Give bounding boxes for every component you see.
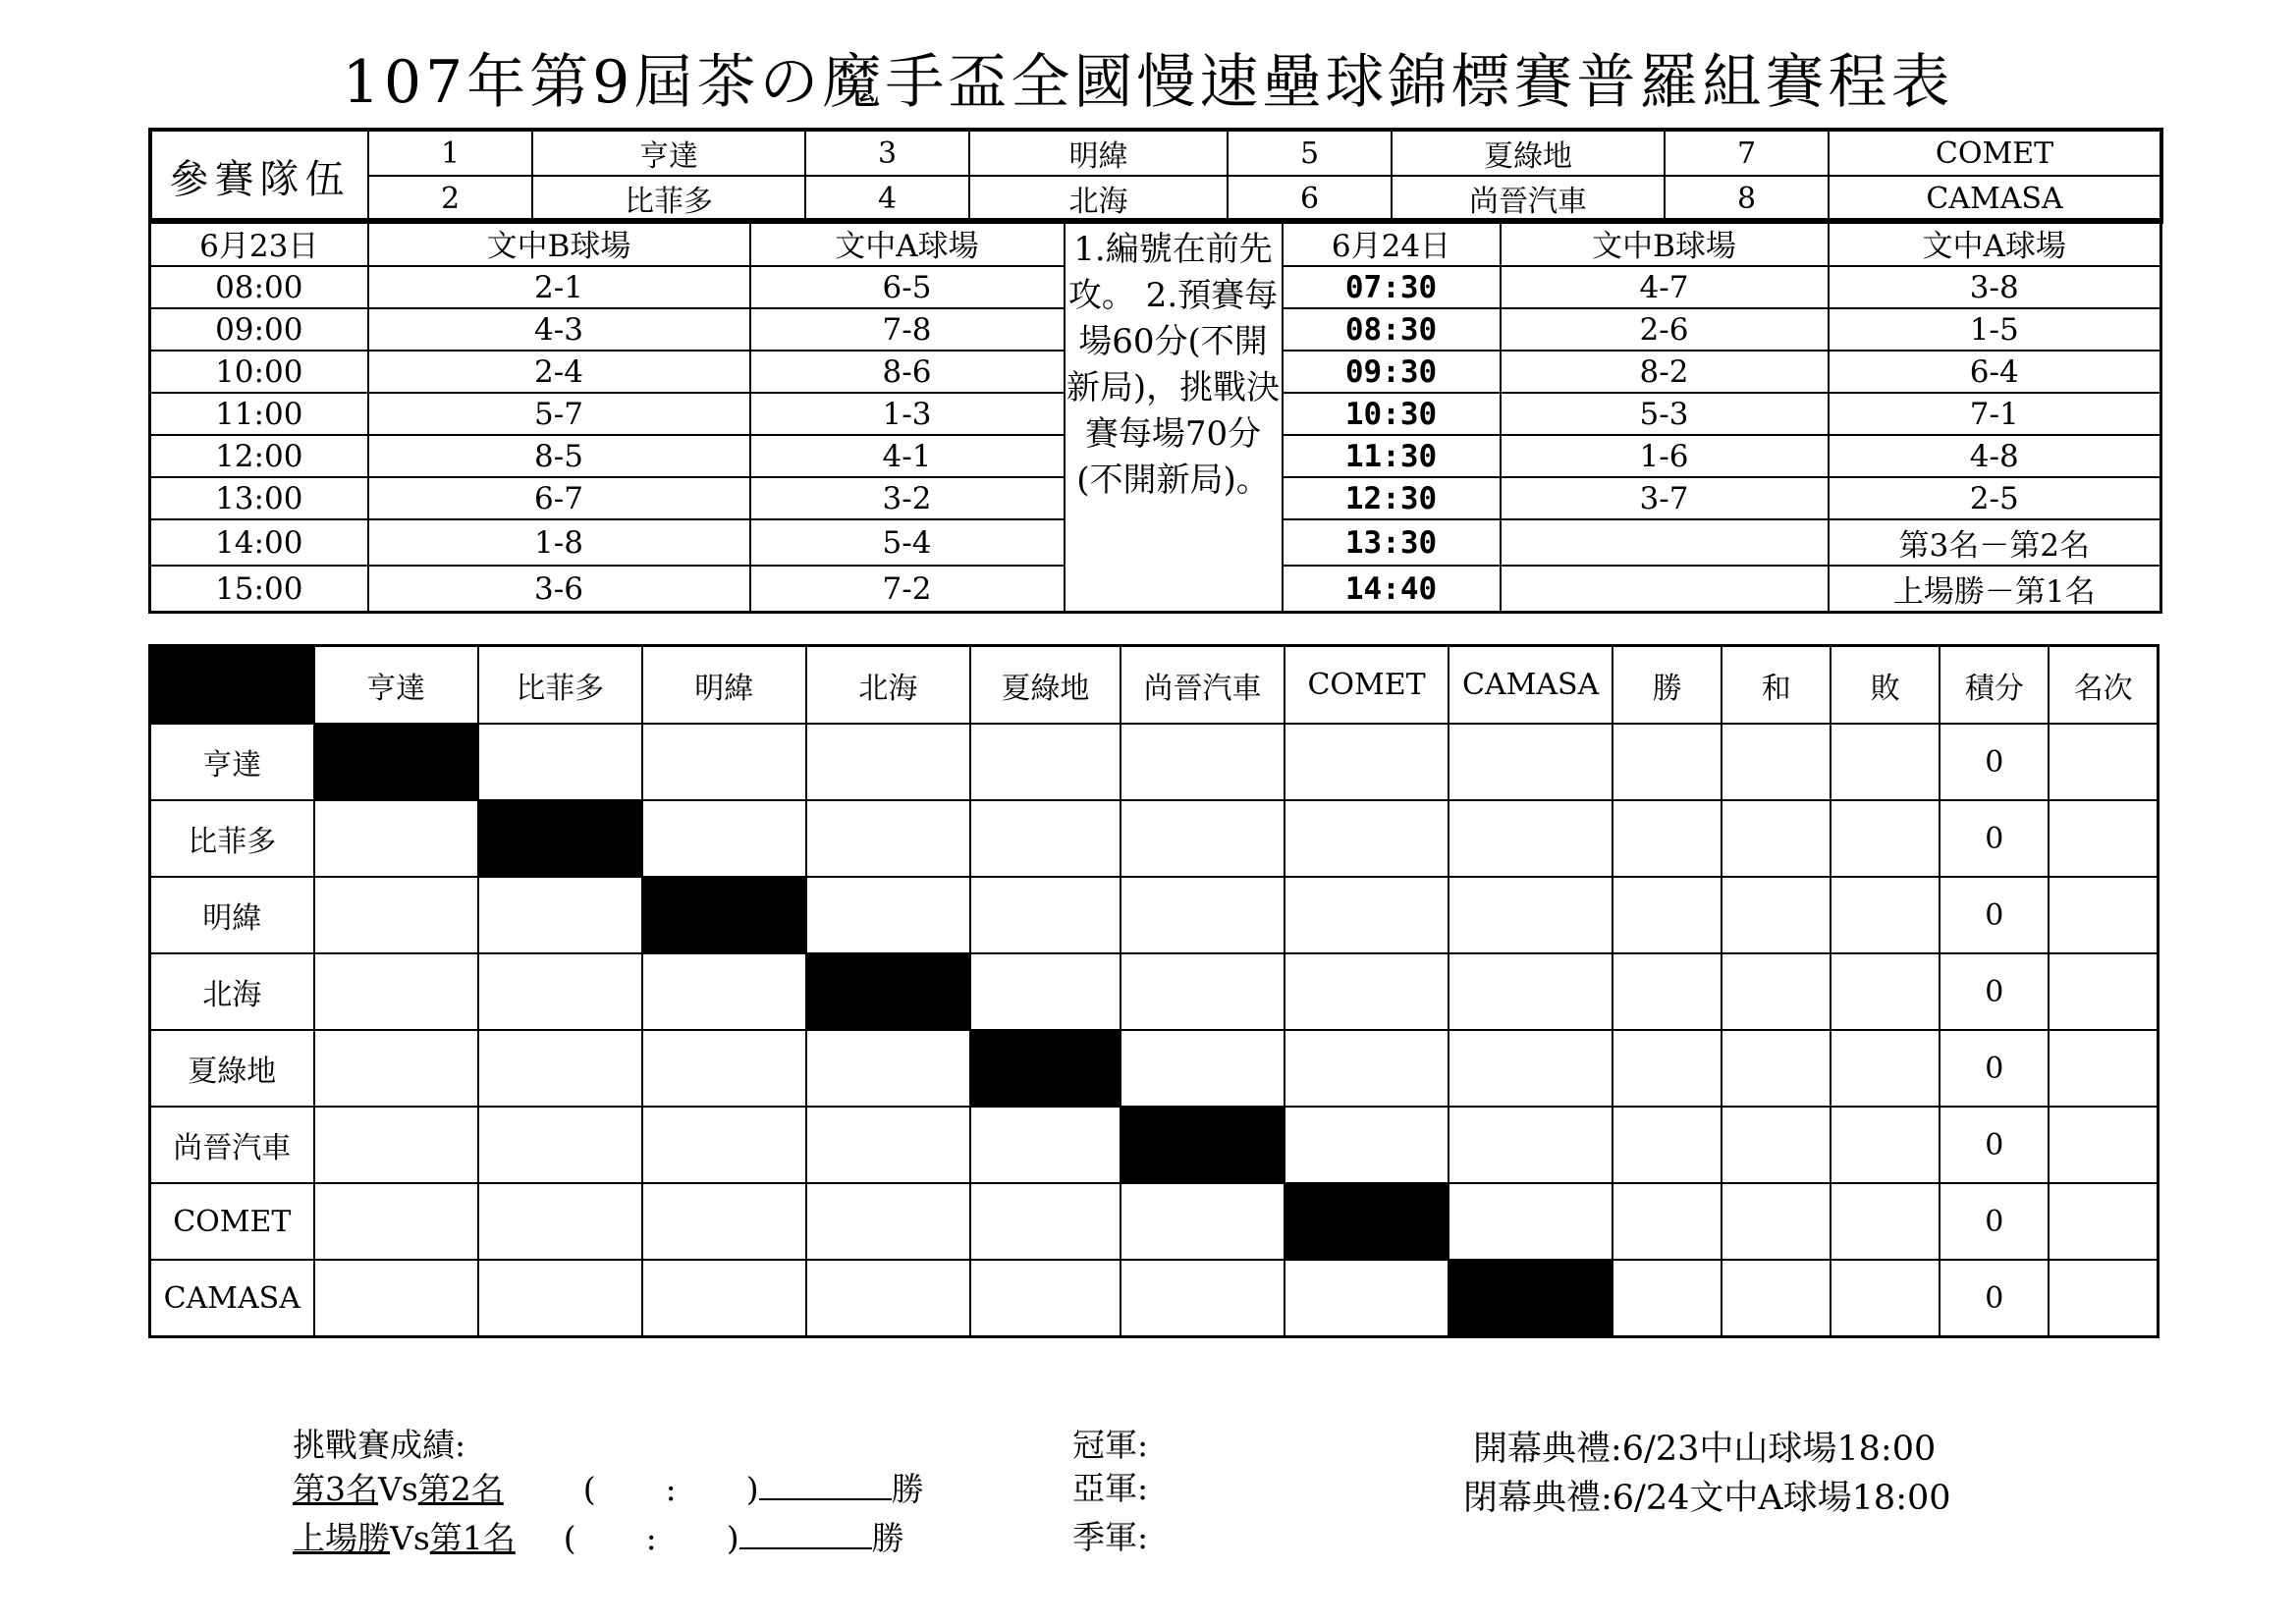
grid-cell — [642, 1183, 806, 1260]
day1-field-b-game: 3-6 — [368, 566, 750, 613]
day1-time: 15:00 — [150, 566, 368, 613]
grid-cell — [1285, 1260, 1449, 1337]
team-number: 5 — [1228, 130, 1392, 176]
day1-time: 08:00 — [150, 266, 368, 308]
day1-field-b-game: 2-4 — [368, 351, 750, 393]
day2-time: 09:30 — [1283, 351, 1501, 393]
grid-cell — [478, 1183, 642, 1260]
grid-cell — [1285, 877, 1449, 953]
opening-ceremony: 開幕典禮:6/23中山球場18:00 — [1473, 1430, 1937, 1469]
day1-field-a-game: 7-2 — [750, 566, 1065, 613]
team-number: 8 — [1665, 176, 1829, 222]
day1-field-b-game: 6-7 — [368, 477, 750, 519]
day2-time: 10:30 — [1283, 393, 1501, 435]
grid-cell — [1121, 724, 1285, 800]
match2-score-sep: : — [645, 1519, 657, 1557]
grid-column-header: 敗 — [1831, 646, 1940, 725]
day1-time: 09:00 — [150, 308, 368, 351]
grid-cell — [1121, 1183, 1285, 1260]
grid-cell — [1121, 800, 1285, 877]
standings-grid — [148, 644, 2159, 1338]
day1-field-a-game: 4-1 — [750, 435, 1065, 477]
grid-cell — [478, 953, 642, 1030]
grid-cell — [1449, 1107, 1613, 1183]
grid-cell — [970, 1107, 1121, 1183]
team-name: CAMASA — [1829, 176, 2161, 222]
grid-cell — [1831, 877, 1940, 953]
day2-field-a-game: 上場勝－第1名 — [1829, 566, 2161, 613]
grid-row — [150, 800, 2159, 877]
day2-time: 14:40 — [1283, 566, 1501, 613]
grid-row-team: COMET — [150, 1183, 314, 1260]
grid-diagonal-cell — [806, 953, 970, 1030]
grid-cell — [314, 1107, 478, 1183]
day1-time: 12:00 — [150, 435, 368, 477]
grid-cell — [1831, 800, 1940, 877]
grid-cell — [1613, 1260, 1722, 1337]
teams-label: 參賽隊伍 — [150, 130, 368, 222]
day2-time: 11:30 — [1283, 435, 1501, 477]
grid-cell — [1831, 953, 1940, 1030]
day2-time: 07:30 — [1283, 266, 1501, 308]
grid-diagonal-cell — [642, 877, 806, 953]
grid-cell — [314, 1030, 478, 1107]
grid-cell — [478, 877, 642, 953]
day2-field-b-game: 3-7 — [1501, 477, 1829, 519]
team-name: 尚晉汽車 — [1392, 176, 1665, 222]
grid-header-row — [150, 646, 2159, 725]
grid-cell — [1613, 724, 1722, 800]
day2-field-b-game: 8-2 — [1501, 351, 1829, 393]
grid-cell — [970, 1260, 1121, 1337]
grid-cell — [970, 724, 1121, 800]
schedule-notes: 1.編號在前先攻。 2.預賽每場60分(不開新局)，挑戰決賽每場70分(不開新局)。 — [1065, 220, 1283, 613]
day2-field-a-game: 第3名－第2名 — [1829, 519, 2161, 566]
grid-diagonal-cell — [1285, 1183, 1449, 1260]
day1-time: 11:00 — [150, 393, 368, 435]
grid-cell — [806, 877, 970, 953]
grid-column-header: 北海 — [806, 646, 970, 725]
match2-win: 勝 — [871, 1519, 904, 1557]
grid-cell — [2049, 1030, 2158, 1107]
grid-diagonal-cell — [478, 800, 642, 877]
grid-points-cell: 0 — [1940, 1030, 2049, 1107]
grid-cell — [1121, 1030, 1285, 1107]
grid-row-team: 尚晉汽車 — [150, 1107, 314, 1183]
grid-cell — [2049, 1107, 2158, 1183]
day2-field-a-game: 2-5 — [1829, 477, 2161, 519]
grid-cell — [970, 1183, 1121, 1260]
grid-cell — [1831, 1030, 1940, 1107]
day2-field-a: 文中A球場 — [1829, 220, 2161, 267]
grid-cell — [1449, 724, 1613, 800]
day1-field-a-game: 1-3 — [750, 393, 1065, 435]
team-name: COMET — [1829, 130, 2161, 176]
grid-column-header: 名次 — [2049, 646, 2158, 725]
day2-field-a-game: 6-4 — [1829, 351, 2161, 393]
match2-score-open: ( — [563, 1519, 576, 1557]
day2-field-b-game: 1-6 — [1501, 435, 1829, 477]
grid-cell — [314, 1260, 478, 1337]
grid-cell — [642, 1107, 806, 1183]
grid-row — [150, 877, 2159, 953]
day1-field-b-game: 4-3 — [368, 308, 750, 351]
team-name: 亨達 — [532, 130, 805, 176]
schedule-table — [148, 218, 2162, 614]
grid-cell — [1121, 1260, 1285, 1337]
day2-field-b-game: 4-7 — [1501, 266, 1829, 308]
grid-cell — [2049, 953, 2158, 1030]
third-label: 季軍: — [1072, 1518, 1149, 1556]
grid-cell — [1449, 877, 1613, 953]
grid-column-header: 尚晉汽車 — [1121, 646, 1285, 725]
day1-field-b-game: 1-8 — [368, 519, 750, 566]
day2-time: 12:30 — [1283, 477, 1501, 519]
grid-cell — [1831, 724, 1940, 800]
match1-right: 第2名 — [417, 1470, 504, 1508]
grid-row — [150, 953, 2159, 1030]
day2-field-b-game: 2-6 — [1501, 308, 1829, 351]
grid-cell — [1722, 1260, 1831, 1337]
grid-cell — [2049, 1183, 2158, 1260]
grid-row-team: 比菲多 — [150, 800, 314, 877]
grid-row-team: 明緯 — [150, 877, 314, 953]
grid-row-team: 夏綠地 — [150, 1030, 314, 1107]
day1-field-a-game: 5-4 — [750, 519, 1065, 566]
day1-field-a-game: 6-5 — [750, 266, 1065, 308]
grid-cell — [1121, 877, 1285, 953]
grid-cell — [1613, 800, 1722, 877]
grid-cell — [2049, 1260, 2158, 1337]
grid-cell — [970, 877, 1121, 953]
team-number: 4 — [805, 176, 969, 222]
closing-ceremony: 閉幕典禮:6/24文中A球場18:00 — [1463, 1479, 1951, 1518]
challenge-match-1 — [293, 1469, 924, 1509]
day2-field-a-game: 3-8 — [1829, 266, 2161, 308]
grid-cell — [2049, 877, 2158, 953]
grid-cell — [806, 1183, 970, 1260]
grid-cell — [642, 1260, 806, 1337]
match1-score-open: ( — [582, 1470, 596, 1508]
grid-column-header: 夏綠地 — [970, 646, 1121, 725]
match1-winner-blank — [759, 1469, 892, 1500]
day1-field-a: 文中A球場 — [750, 220, 1065, 267]
grid-cell — [478, 1107, 642, 1183]
grid-column-header: 亨達 — [314, 646, 478, 725]
grid-cell — [1449, 800, 1613, 877]
grid-diagonal-cell — [314, 724, 478, 800]
grid-cell — [806, 1260, 970, 1337]
day1-field-a-game: 8-6 — [750, 351, 1065, 393]
grid-cell — [1831, 1260, 1940, 1337]
grid-cell — [2049, 800, 2158, 877]
grid-column-header: 積分 — [1940, 646, 2049, 725]
grid-cell — [806, 1030, 970, 1107]
match2-left: 上場勝 — [293, 1519, 390, 1557]
match1-vs: Vs — [378, 1470, 418, 1508]
grid-cell — [478, 1030, 642, 1107]
team-name: 明緯 — [969, 130, 1228, 176]
grid-diagonal-cell — [1449, 1260, 1613, 1337]
team-number: 6 — [1228, 176, 1392, 222]
grid-row — [150, 1260, 2159, 1337]
grid-points-cell: 0 — [1940, 953, 2049, 1030]
grid-column-header: 和 — [1722, 646, 1831, 725]
challenge-title: 挑戰賽成績: — [293, 1426, 466, 1464]
grid-row — [150, 1183, 2159, 1260]
day1-field-b-game: 5-7 — [368, 393, 750, 435]
grid-row — [150, 1030, 2159, 1107]
runner-up-label: 亞軍: — [1072, 1469, 1149, 1507]
grid-column-header: CAMASA — [1449, 646, 1613, 725]
match1-left: 第3名 — [293, 1470, 378, 1508]
grid-cell — [1285, 724, 1449, 800]
grid-cell — [314, 877, 478, 953]
grid-cell — [1722, 1030, 1831, 1107]
grid-points-cell: 0 — [1940, 877, 2049, 953]
champion-label: 冠軍: — [1072, 1426, 1149, 1464]
match2-right: 第1名 — [429, 1519, 516, 1557]
day1-field-b: 文中B球場 — [368, 220, 750, 267]
grid-cell — [1722, 953, 1831, 1030]
grid-points-cell: 0 — [1940, 800, 2049, 877]
grid-cell — [1722, 877, 1831, 953]
grid-cell — [806, 800, 970, 877]
grid-cell — [1285, 953, 1449, 1030]
day2-field-a-game: 4-8 — [1829, 435, 2161, 477]
team-number: 2 — [368, 176, 532, 222]
grid-cell — [314, 800, 478, 877]
page-title: 107年第9屆茶の魔手盃全國慢速壘球錦標賽普羅組賽程表 — [342, 48, 1954, 117]
grid-column-header: 明緯 — [642, 646, 806, 725]
grid-cell — [1285, 1107, 1449, 1183]
grid-cell — [1449, 1183, 1613, 1260]
grid-cell — [1613, 953, 1722, 1030]
match2-score-close: ) — [726, 1519, 739, 1557]
grid-diagonal-cell — [970, 1030, 1121, 1107]
day2-field-b-game: 5-3 — [1501, 393, 1829, 435]
day1-time: 14:00 — [150, 519, 368, 566]
grid-cell — [806, 1107, 970, 1183]
match2-vs: Vs — [390, 1519, 430, 1557]
team-name: 夏綠地 — [1392, 130, 1665, 176]
grid-cell — [2049, 724, 2158, 800]
grid-row-team: 亨達 — [150, 724, 314, 800]
grid-cell — [642, 1030, 806, 1107]
grid-cell — [1285, 800, 1449, 877]
grid-column-header: 比菲多 — [478, 646, 642, 725]
day1-field-b-game: 8-5 — [368, 435, 750, 477]
day1-field-a-game: 3-2 — [750, 477, 1065, 519]
grid-points-cell: 0 — [1940, 724, 2049, 800]
day2-date: 6月24日 — [1283, 220, 1501, 267]
day2-field-b: 文中B球場 — [1501, 220, 1829, 267]
grid-cell — [1285, 1030, 1449, 1107]
team-number: 7 — [1665, 130, 1829, 176]
challenge-match-2 — [293, 1518, 904, 1558]
teams-table — [148, 128, 2163, 224]
day1-field-a-game: 7-8 — [750, 308, 1065, 351]
grid-cell — [314, 1183, 478, 1260]
grid-cell — [1613, 1030, 1722, 1107]
day1-field-b-game: 2-1 — [368, 266, 750, 308]
match1-score-close: ) — [745, 1470, 759, 1508]
team-number: 1 — [368, 130, 532, 176]
grid-points-cell: 0 — [1940, 1260, 2049, 1337]
grid-row — [150, 724, 2159, 800]
team-name: 比菲多 — [532, 176, 805, 222]
day2-field-a-game: 7-1 — [1829, 393, 2161, 435]
grid-cell — [1449, 1030, 1613, 1107]
grid-cell — [970, 953, 1121, 1030]
grid-cell — [642, 724, 806, 800]
grid-cell — [1831, 1107, 1940, 1183]
grid-cell — [1722, 724, 1831, 800]
grid-cell — [1831, 1183, 1940, 1260]
grid-cell — [478, 1260, 642, 1337]
grid-points-cell: 0 — [1940, 1107, 2049, 1183]
grid-cell — [1722, 800, 1831, 877]
day2-field-a-game: 1-5 — [1829, 308, 2161, 351]
day2-time: 08:30 — [1283, 308, 1501, 351]
day2-field-b-game — [1501, 519, 1829, 566]
grid-cell — [642, 800, 806, 877]
grid-points-cell: 0 — [1940, 1183, 2049, 1260]
team-name: 北海 — [969, 176, 1228, 222]
match1-score-sep: : — [665, 1470, 677, 1508]
day1-time: 13:00 — [150, 477, 368, 519]
grid-row-team: 北海 — [150, 953, 314, 1030]
grid-cell — [970, 800, 1121, 877]
grid-cell — [1613, 877, 1722, 953]
grid-cell — [1722, 1183, 1831, 1260]
grid-diagonal-cell — [1121, 1107, 1285, 1183]
day1-time: 10:00 — [150, 351, 368, 393]
grid-cell — [806, 724, 970, 800]
match2-winner-blank — [739, 1518, 872, 1549]
team-number: 3 — [805, 130, 969, 176]
grid-cell — [1722, 1107, 1831, 1183]
grid-cell — [478, 724, 642, 800]
grid-cell — [1613, 1107, 1722, 1183]
grid-corner — [150, 646, 314, 725]
grid-column-header: 勝 — [1613, 646, 1722, 725]
day2-field-b-game — [1501, 566, 1829, 613]
grid-column-header: COMET — [1285, 646, 1449, 725]
day2-time: 13:30 — [1283, 519, 1501, 566]
grid-row-team: CAMASA — [150, 1260, 314, 1337]
grid-cell — [314, 953, 478, 1030]
grid-cell — [1121, 953, 1285, 1030]
grid-row — [150, 1107, 2159, 1183]
day1-date: 6月23日 — [150, 220, 368, 267]
grid-cell — [1449, 953, 1613, 1030]
match1-win: 勝 — [891, 1470, 924, 1508]
grid-cell — [642, 953, 806, 1030]
grid-cell — [1613, 1183, 1722, 1260]
